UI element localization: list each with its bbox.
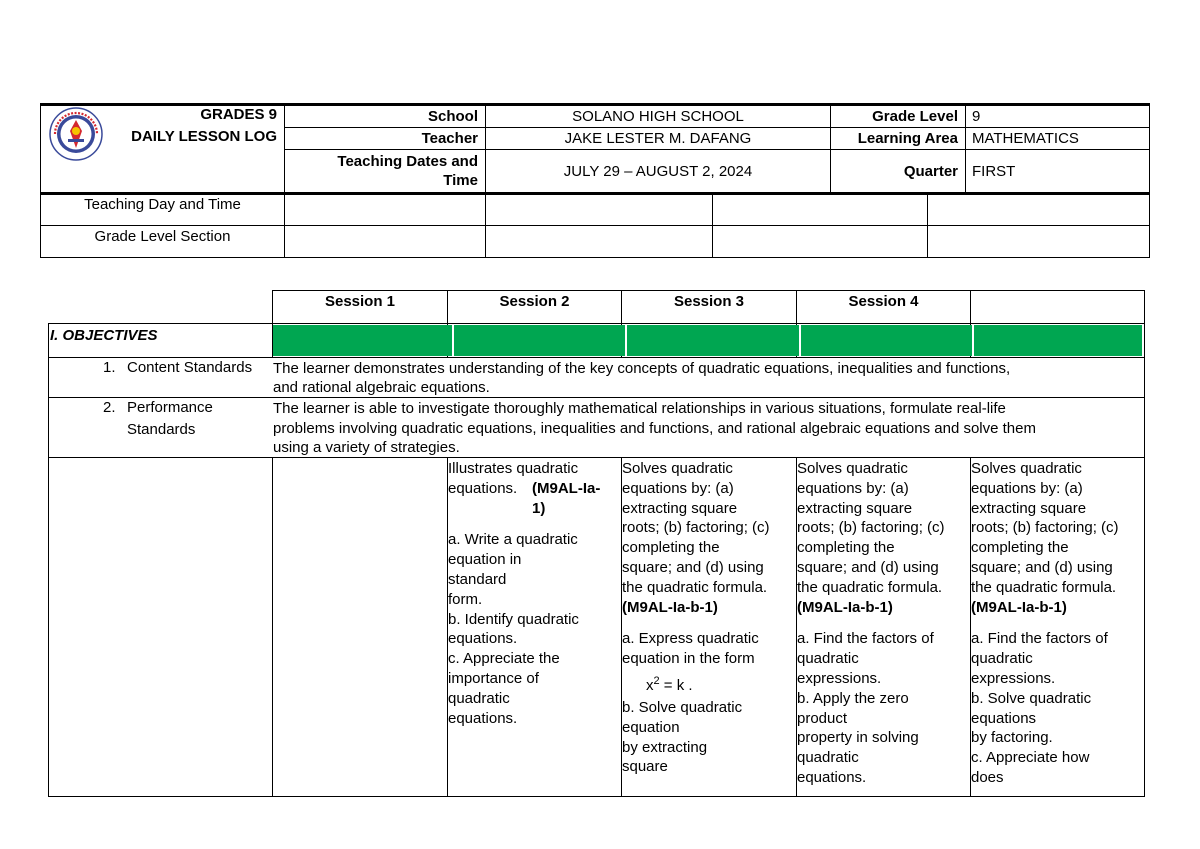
rule	[272, 457, 273, 797]
objective-c: c. Appreciate how does	[971, 749, 1090, 786]
learning-area-label: Learning Area	[857, 130, 958, 147]
quarter-value: FIRST	[972, 163, 1016, 180]
objectives-bar	[801, 325, 972, 356]
day-time-label: Teaching Day and Time	[84, 196, 241, 213]
rule	[48, 323, 1145, 324]
rule	[48, 323, 49, 797]
rule	[272, 290, 1145, 291]
competency-code: (M9AL-Ia-b-1)	[971, 598, 1067, 616]
rule	[1149, 103, 1150, 258]
rule	[40, 192, 1150, 195]
rule	[48, 796, 1145, 797]
formula-base: x	[646, 676, 654, 694]
objective-a: a. Express quadratic equation in the form	[622, 630, 759, 668]
objective-a: a. Find the factors of quadratic expressions.	[971, 630, 1108, 687]
objectives-bar	[627, 325, 799, 356]
competency-main: Solves quadratic equations by: (a) extracting square roots; (b) factoring; (c) completing the square; and (d) using the quadratic formula.	[971, 460, 1119, 596]
objective-b: b. Identify quadratic equations.	[448, 610, 579, 648]
competency-session-3	[622, 459, 795, 777]
grade-level-label: Grade Level	[872, 108, 958, 125]
teacher-label: Teacher	[421, 130, 478, 147]
learning-area-value: MATHEMATICS	[972, 130, 1079, 147]
objective-a: a. Find the factors of quadratic expressions.	[797, 630, 934, 687]
rule	[1144, 290, 1145, 797]
performance-standards-label-2: Standards	[127, 421, 196, 438]
objective-b: b. Apply the zero product property in solving quadratic equations.	[797, 689, 919, 786]
competency-session-5	[971, 459, 1144, 788]
objectives-bar	[273, 325, 452, 356]
title-line-1: GRADES 9	[200, 106, 277, 123]
objectives-heading: I. OBJECTIVES	[50, 327, 158, 344]
competency-session-2	[448, 459, 620, 728]
competency-code: (M9AL-Ia-b-1)	[797, 598, 893, 616]
rule	[40, 257, 1150, 258]
rule	[284, 127, 1150, 128]
quarter-label: Quarter	[903, 163, 958, 180]
objective-b: b. Solve quadratic equations by factoring.	[971, 689, 1092, 747]
performance-standards-label-1: Performance	[127, 399, 213, 416]
competency-code: (M9AL-Ia- 1)	[532, 479, 601, 517]
rule	[965, 103, 966, 193]
title-line-2: DAILY LESSON LOG	[131, 128, 277, 145]
performance-standards-number: 2.	[103, 399, 116, 416]
performance-standards-text: The learner is able to investigate thoroughly mathematical relationships in various situations, formulate real-life problems involving quadratic equations, inequalities and functions, and rational algebraic equations and solve them using a variety of strategies.	[273, 400, 1036, 456]
formula-rest: = k .	[659, 676, 693, 694]
rule	[830, 103, 831, 193]
session-header: Session 1	[324, 293, 396, 310]
rule	[48, 357, 1145, 358]
dates-label-line-2: Time	[443, 172, 478, 189]
content-standards-label: Content Standards	[127, 359, 253, 376]
competency-code: (M9AL-Ia-b-1)	[622, 598, 718, 616]
grade-level-value: 9	[972, 108, 981, 125]
rule	[927, 193, 928, 258]
rule	[712, 193, 713, 258]
objective-a: a. Write a quadratic equation in standard form.	[448, 531, 578, 608]
session-header: Session 2	[499, 293, 570, 310]
objective-a-formula	[622, 669, 795, 698]
dates-value: JULY 29 – AUGUST 2, 2024	[563, 163, 753, 180]
content-standards-text: The learner demonstrates understanding of the key concepts of quadratic equations, inequalities and functions, and rational algebraic equations.	[273, 360, 1011, 396]
rule	[284, 149, 1150, 150]
rule	[284, 103, 285, 258]
competency-main: Solves quadratic equations by: (a) extracting square roots; (b) factoring; (c) completing the square; and (d) using the quadratic formula.	[622, 460, 770, 596]
teacher-value: JAKE LESTER M. DAFANG	[564, 130, 752, 147]
formula-exponent: 2	[653, 674, 660, 687]
competency-session-4	[797, 459, 970, 788]
competency-main: Solves quadratic equations by: (a) extracting square roots; (b) factoring; (c) completing the square; and (d) using the quadratic formula.	[797, 460, 945, 596]
rule	[40, 225, 1150, 226]
session-header: Session 3	[673, 293, 745, 310]
dates-label-line-1: Teaching Dates and	[337, 153, 478, 170]
content-standards-number: 1.	[103, 359, 116, 376]
school-value: SOLANO HIGH SCHOOL	[572, 108, 744, 125]
session-header: Session 4	[848, 293, 919, 310]
objectives-bar	[454, 325, 625, 356]
section-label: Grade Level Section	[94, 228, 231, 245]
objectives-bar	[974, 325, 1142, 356]
deped-seal-icon	[49, 107, 103, 161]
school-label: School	[427, 108, 478, 125]
objective-c: c. Appreciate the importance of quadratic equations.	[448, 650, 560, 727]
objective-b: b. Solve quadratic equation by extracting square	[622, 698, 743, 776]
competency-main: Illustrates quadratic equations.	[448, 460, 579, 497]
rule	[48, 397, 1145, 398]
